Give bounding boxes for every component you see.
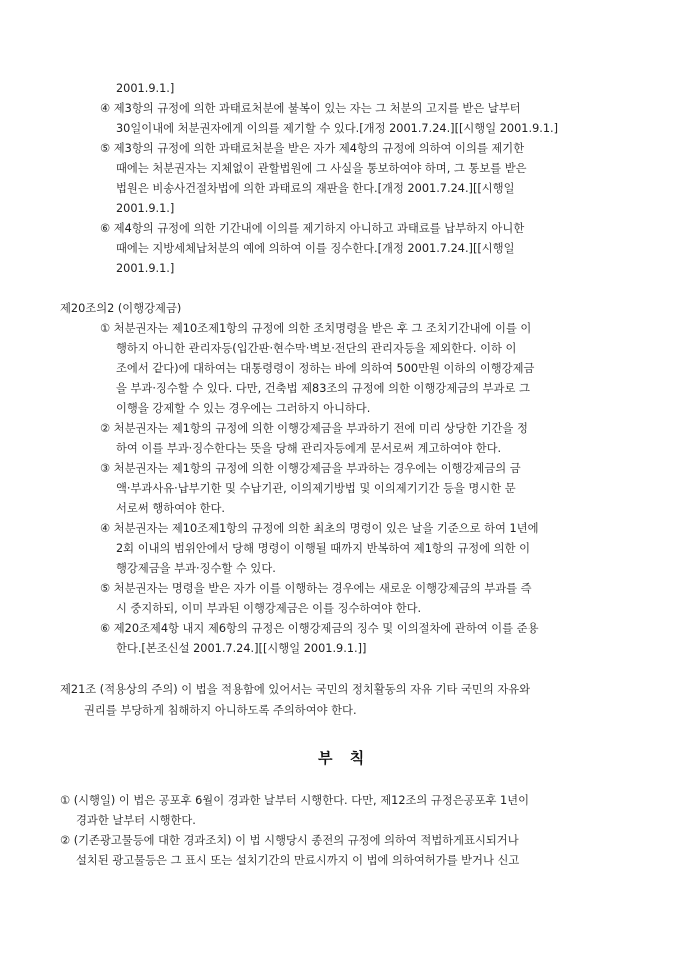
text-line: 시 중지하되, 이미 부과된 이행강제금은 이를 징수하여야 한다.	[116, 602, 422, 615]
text-line: 행하지 아니한 관리자등(입간판·현수막·벽보·전단의 관리자등을 제외한다. 이하 이	[116, 342, 517, 355]
text-line: 때에는 지방세체납처분의 예에 의하여 이를 징수한다.[개정 2001.7.24.][[시행일	[116, 242, 515, 255]
text-line: 을 부과·징수할 수 있다. 다만, 건축법 제83조의 규정에 의한 이행강제금의 부과로 그	[116, 382, 530, 395]
text-line: 30일이내에 처분권자에게 이의를 제기할 수 있다.[개정 2001.7.24.][[시행일 2001.9.1.]	[116, 122, 559, 135]
text-line: ③ 처분권자는 제1항의 규정에 의한 이행강제금을 부과하는 경우에는 이행강제금의 금	[100, 462, 521, 475]
text-line: 하여 이를 부과·징수한다는 뜻을 당해 관리자등에게 문서로써 계고하여야 한다.	[116, 442, 502, 455]
text-line: ② (기존광고물등에 대한 경과조치) 이 법 시행당시 종전의 규정에 의하여 적법하게표시되거나	[60, 834, 519, 847]
text-line: 2회 이내의 범위안에서 당해 명령이 이행될 때까지 반복하여 제1항의 규정에 의한 이	[116, 542, 531, 555]
text-line: 조에서 같다)에 대하여는 대통령령이 정하는 바에 의하여 500만원 이하의 이행강제금	[116, 362, 535, 375]
text-line: 2001.9.1.]	[116, 82, 175, 95]
text-line: 이행을 강제할 수 있는 경우에는 그러하지 아니하다.	[116, 402, 371, 415]
text-line: 액·부과사유·납부기한 및 수납기관, 이의제기방법 및 이의제기기간 등을 명시한 문	[116, 482, 516, 495]
text-line: ④ 처분권자는 제10조제1항의 규정에 의한 최초의 명령이 있은 날을 기준으로 하여 1년에	[100, 522, 539, 535]
text-line: 권리를 부당하게 침해하지 아니하도록 주의하여야 한다.	[84, 704, 357, 717]
text-line: ⑤ 제3항의 규정에 의한 과태료처분을 받은 자가 제4항의 규정에 의하여 이의를 제기한	[100, 142, 525, 155]
text-line: ⑥ 제4항의 규정에 의한 기간내에 이의를 제기하지 아니하고 과태료를 납부하지 아니한	[100, 222, 525, 235]
text-line: ① (시행일) 이 법은 공포후 6월이 경과한 날부터 시행한다. 다만, 제12조의 규정은공포후 1년이	[60, 794, 530, 807]
text-line: 2001.9.1.]	[116, 262, 175, 275]
text-line: 법원은 비송사건절차법에 의한 과태료의 재판을 한다.[개정 2001.7.24.][[시행일	[116, 182, 515, 195]
text-line: 2001.9.1.]	[116, 202, 175, 215]
text-line: ⑤ 처분권자는 명령을 받은 자가 이를 이행하는 경우에는 새로운 이행강제금의 부과를 즉	[100, 582, 532, 595]
text-line: ① 처분권자는 제10조제1항의 규정에 의한 조치명령을 받은 후 그 조치기간내에 이를 이	[100, 322, 532, 335]
text-line: 제21조 (적용상의 주의) 이 법을 적용함에 있어서는 국민의 정치활동의 자유 기타 국민의 자유와	[60, 683, 531, 696]
text-line: ⑥ 제20조제4항 내지 제6항의 규정은 이행강제금의 징수 및 이의절차에 관하여 이를 준용	[100, 622, 539, 635]
text-line: 경과한 날부터 시행한다.	[76, 814, 196, 827]
addenda-heading: 부 칙	[318, 749, 371, 767]
text-line: 한다.[본조신설 2001.7.24.][[시행일 2001.9.1.]]	[116, 642, 367, 655]
text-line: 설치된 광고물등은 그 표시 또는 설치기간의 만료시까지 이 법에 의하여허가를 받거나 신고	[76, 854, 520, 867]
text-line: 행강제금을 부과·징수할 수 있다.	[116, 562, 276, 575]
text-line: 서로써 행하여야 한다.	[116, 502, 225, 515]
text-line: 때에는 처분권자는 지체없이 관할법원에 그 사실을 통보하여야 하며, 그 통보를 받은	[116, 162, 527, 175]
text-line: ② 처분권자는 제1항의 규정에 의한 이행강제금을 부과하기 전에 미리 상당한 기간을 정	[100, 422, 528, 435]
text-line: ④ 제3항의 규정에 의한 과태료처분에 불복이 있는 자는 그 처분의 고지를 받은 날부터	[100, 102, 521, 115]
article-title: 제20조의2 (이행강제금)	[60, 302, 182, 315]
